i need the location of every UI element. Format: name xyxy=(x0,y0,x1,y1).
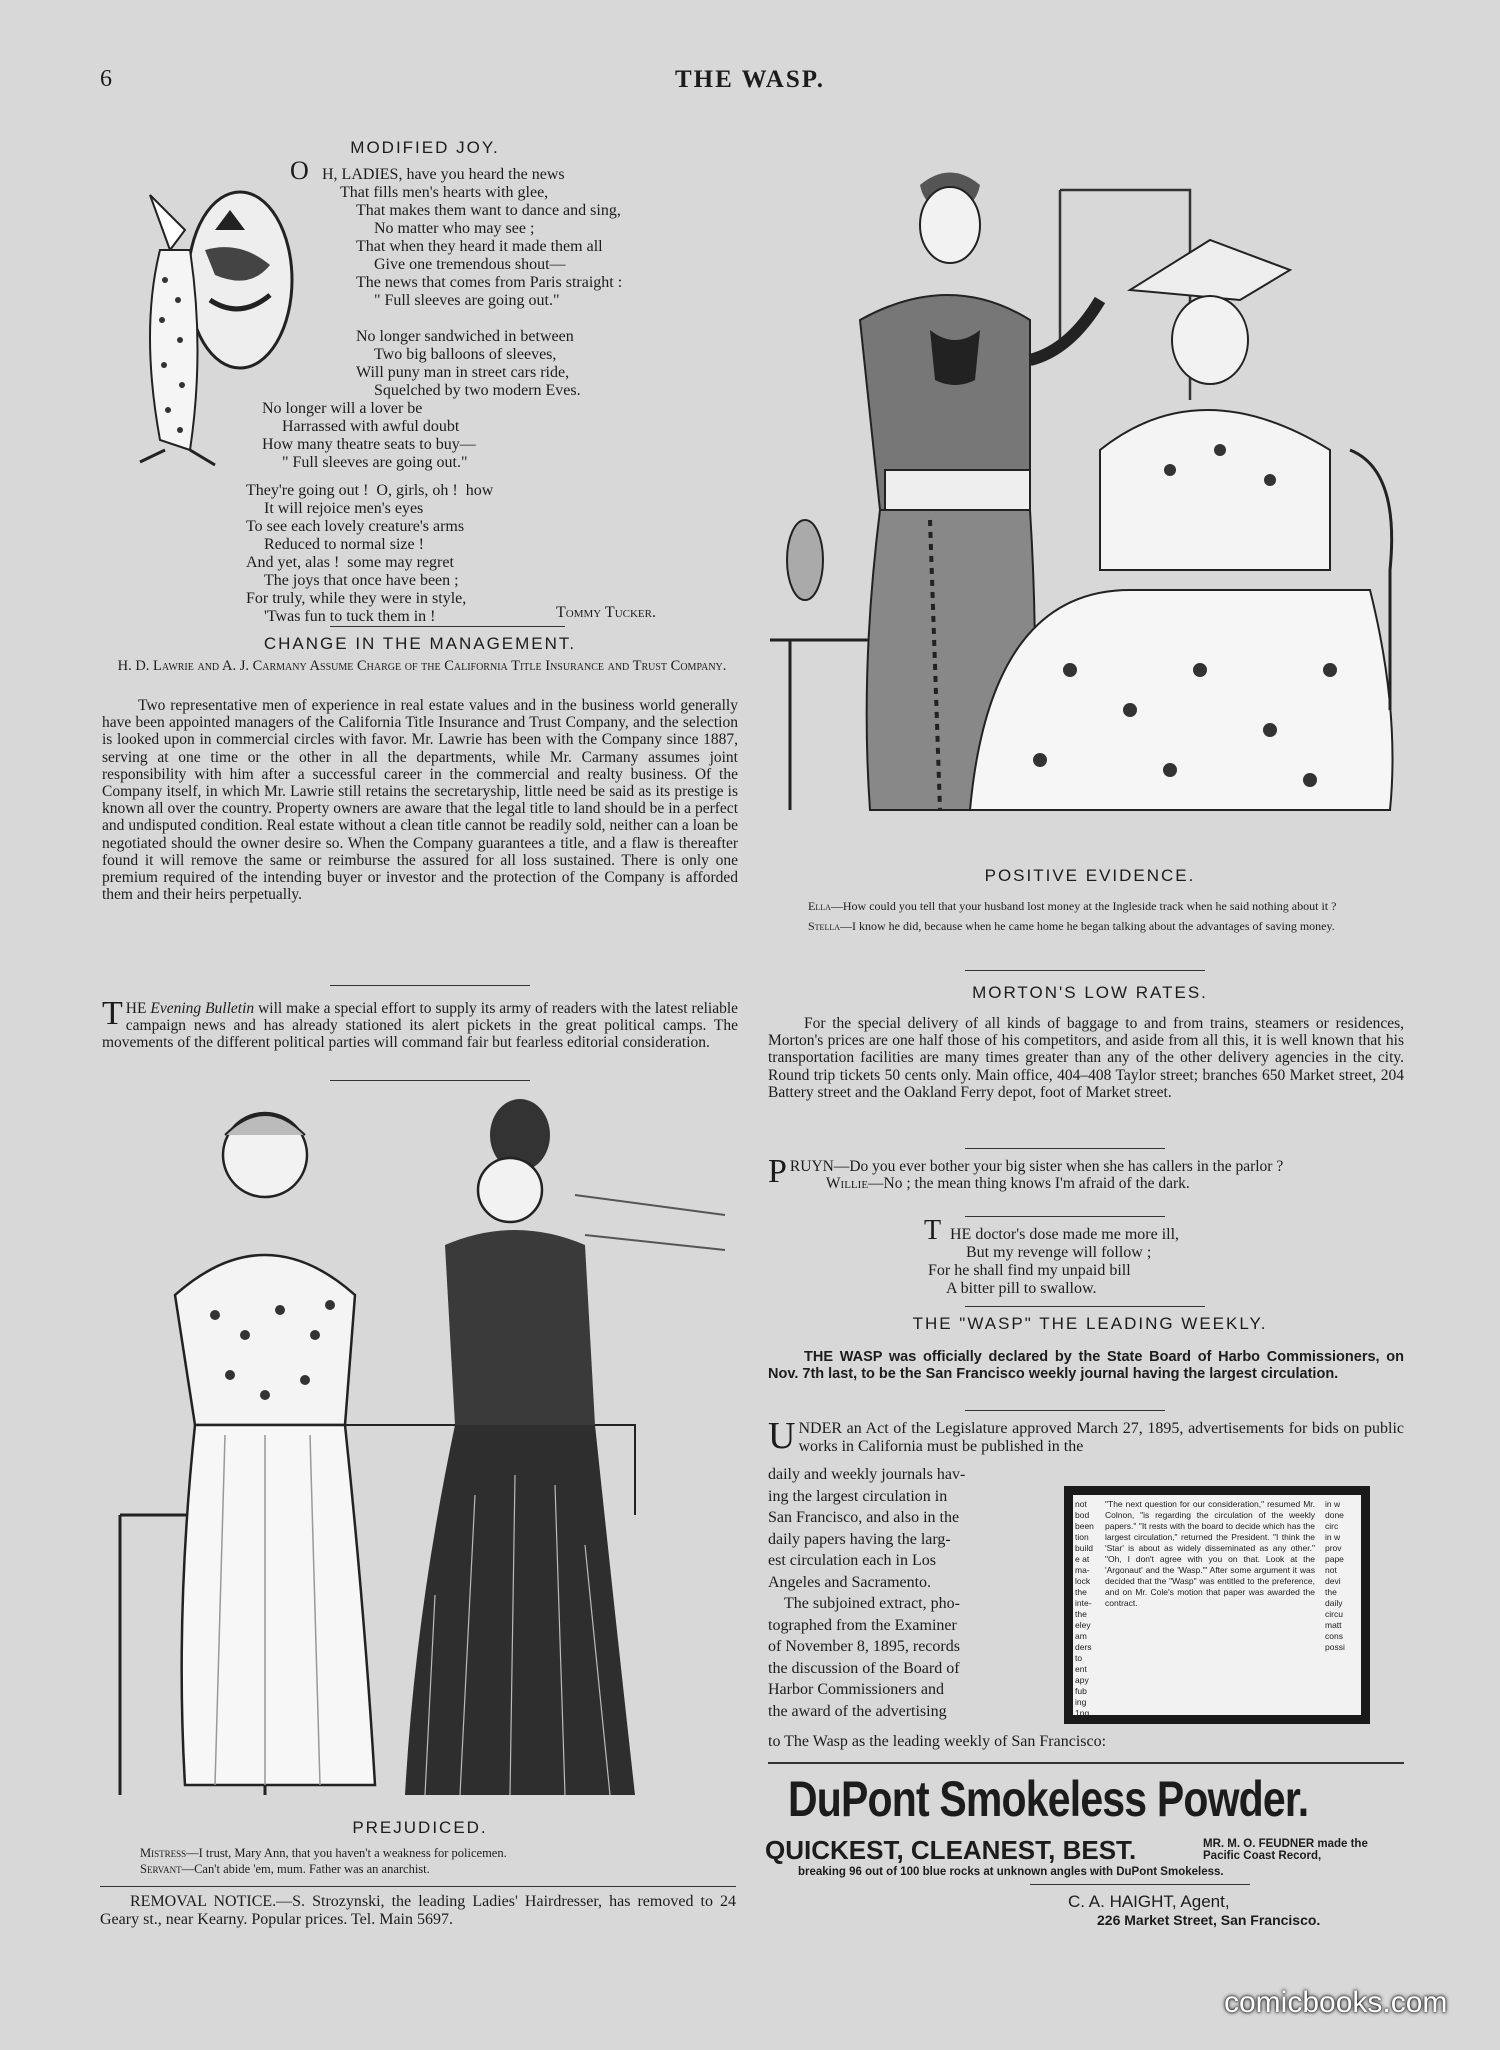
dupont-ad-agent: C. A. HAIGHT, Agent, xyxy=(1068,1892,1230,1911)
dupont-ad-subtitle: QUICKEST, CLEANEST, BEST. xyxy=(765,1835,1137,1865)
dupont-ad-title: DuPont Smokeless Powder. xyxy=(788,1771,1309,1827)
masthead-title: THE WASP. xyxy=(674,66,825,93)
management-body: Two representative men of experience in real estate values and in the business world generally have been appointed managers of the California Title Insurance and Trust Company, and the selection is looked upon in commercial circles with favor. Mr. Lawrie has been with the Company since 1887, serving at one time or the other in all the departments, while Mr. Carmany assumes joint responsibility with him after a successful career in the commercial and realty business. Of the Company itself, in which Mr. Lawrie still retains the secretaryship, little need be said as its prestige is known all over the country. Property owners are aware that the legal title to land should be in a perfect and undisputed condition. Real estate without a clean title cannot be readily sold, neither can a loan be negotiated should the owner desire so. When the Company guarantees a title, and a flaw is thereafter found it will remove the same or reimburse the assured for all loss sustained. There is only one premium required of the intending buyer or investor and the protection of the Company is afforded them and their heirs perpetually. xyxy=(102,697,738,904)
divider xyxy=(330,626,565,627)
divider xyxy=(768,1762,1404,1764)
positive-evidence-illustration xyxy=(770,150,1410,840)
bulletin-notice: THE Evening Bulletin will make a special effort to supply its army of readers with the latest reliable campaign news and has already stationed its alert pickets in the great political camps. The movements of the different political parties will command fair but fearless editorial consideration. xyxy=(102,995,739,1052)
positive-evidence-title: POSITIVE EVIDENCE. xyxy=(984,866,1196,885)
leading-weekly-declaration: THE WASP was officially declared by the State Board of Harbo Commissioners, on Nov. 7th last, to be the San Francisco weekly journal having the largest circulation. xyxy=(768,1349,1404,1382)
morton-title: MORTON'S LOW RATES. xyxy=(972,983,1208,1002)
leading-weekly-intro: UNDER an Act of the Legislature approved March 27, 1895, advertisements for bids on public works in California must be published in the xyxy=(768,1415,1404,1457)
site-watermark: comicbooks.com xyxy=(1224,1986,1448,2019)
poem-author: Tommy Tucker. xyxy=(556,604,656,621)
clipping-article: "The next question for our consideration," resumed Mr. Colnon, "is regarding the circulation of the weekly papers." "It rests with the board to decide which has the largest circulation," returned the President. "I think the 'Star' is about as widely disseminated as any other." "Oh, I don't agree with you on that. Look at the 'Argonaut' and the 'Wasp.'" After some argument it was decided that the "Wasp" was entitled to the preference, and on Mr. Cole's motion that paper was awarded the contract. xyxy=(1105,1499,1315,1608)
dupont-ad-details: breaking 96 out of 100 blue rocks at unknown angles with DuPont Smokeless. xyxy=(798,1866,1224,1878)
dupont-ad-record: MR. M. O. FEUDNER made the Pacific Coast Record, xyxy=(1203,1838,1368,1862)
divider xyxy=(330,985,530,986)
prejudiced-title: PREJUDICED. xyxy=(352,1818,488,1837)
divider xyxy=(965,1410,1165,1411)
divider xyxy=(965,970,1205,971)
divider xyxy=(330,1080,530,1081)
pruyn-joke: PRUYN—Do you ever bother your big sister when she has callers in the parlor ? Willie—No ; the mean thing knows I'm afraid of the dark. xyxy=(768,1153,1284,1193)
positive-evidence-dialogue: Ella—How could you tell that your husband lost money at the Ingleside track when he said nothing about it ? Stella—I know he did, because when he came home he began talking about the advantages of saving money. xyxy=(808,899,1337,933)
poem-title: MODIFIED JOY. xyxy=(350,138,500,157)
page-number: 6 xyxy=(100,66,112,92)
poem-stanza-2: No longer sandwiched in between Two big balloons of sleeves, Will puny man in street cars ride, Squelched by two modern Eves. xyxy=(356,328,581,399)
poem-stanza-4: They're going out ! O, girls, oh ! how It will rejoice men's eyes To see each lovely creature's arms Reduced to normal size ! And yet, alas ! some may regret The joys that once have been ; For truly, while they were in style, 'Twas fun to tuck them in ! xyxy=(246,482,494,625)
divider xyxy=(965,1216,1165,1217)
divider xyxy=(100,1886,736,1887)
leading-weekly-closing: to The Wasp as the leading weekly of San Francisco: xyxy=(768,1733,1107,1750)
clipping-left-column: not bod been tion build e at ma- lock the inte- the eley am ders to ent apy fub ing 1ng xyxy=(1075,1499,1094,1718)
divider xyxy=(1030,1884,1250,1885)
management-subtitle: H. D. Lawrie and A. J. Carmany Assume Charge of the California Title Insurance and Trust Company. xyxy=(117,658,727,674)
removal-notice: REMOVAL NOTICE.—S. Strozynski, the leading Ladies' Hairdresser, has removed to 24 Geary st., near Kearny. Popular prices. Tel. Main 5697. xyxy=(100,1893,736,1928)
examiner-clipping xyxy=(1064,1486,1370,1724)
morton-body: For the special delivery of all kinds of baggage to and from trains, steamers or residences, Morton's prices are one half those of his competitors, and aside from all this, it is well known that his transportation facilities are many times greater than any of the other delivery agencies in the city. Round trip tickets 50 cents only. Main office, 404–408 Taylor street; branches 650 Market street, 204 Battery street and the Oakland Ferry depot, foot of Market street. xyxy=(768,1015,1404,1101)
poem-stanza-3: No longer will a lover be Harrassed with awful doubt How many theatre seats to buy— " Full sleeves are going out." xyxy=(262,400,476,471)
prejudiced-dialogue: Mistress—I trust, Mary Ann, that you haven't a weakness for policemen. Servant—Can't abide 'em, mum. Father was an anarchist. xyxy=(140,1846,507,1876)
divider xyxy=(965,1306,1205,1307)
leading-weekly-title: THE "WASP" THE LEADING WEEKLY. xyxy=(912,1314,1268,1333)
clipping-right-column: in w done circ in w prov pape not devi the daily circu matt cons possi xyxy=(1325,1499,1345,1652)
doctor-verse: T HE doctor's dose made me more ill, But my revenge will follow ; For he shall find my unpaid bill A bitter pill to swallow. xyxy=(924,1215,1180,1297)
dupont-ad-address: 226 Market Street, San Francisco. xyxy=(1097,1912,1321,1928)
poem-stanza-1: O H, LADIES, have you heard the news That fills men's hearts with glee, That makes them want to dance and sing, No matter who may see ; That when they heard it made them all Give one tremendous shout— The news that comes from Paris straight : " Full sleeves are going out." xyxy=(290,156,623,309)
management-title: CHANGE IN THE MANAGEMENT. xyxy=(263,634,577,653)
leading-weekly-column: daily and weekly journals hav- ing the largest circulation in San Francisco, and also in the daily papers having the larg- est circulation each in Los Angeles and Sacramento. The subjoined extract, pho- tographed from the Examiner of November 8, 1895, records the discussion of the Board of Harbor Commissioners and the award of the advertising xyxy=(768,1466,966,1720)
prejudiced-illustration xyxy=(115,1095,735,1805)
divider xyxy=(965,1148,1165,1149)
